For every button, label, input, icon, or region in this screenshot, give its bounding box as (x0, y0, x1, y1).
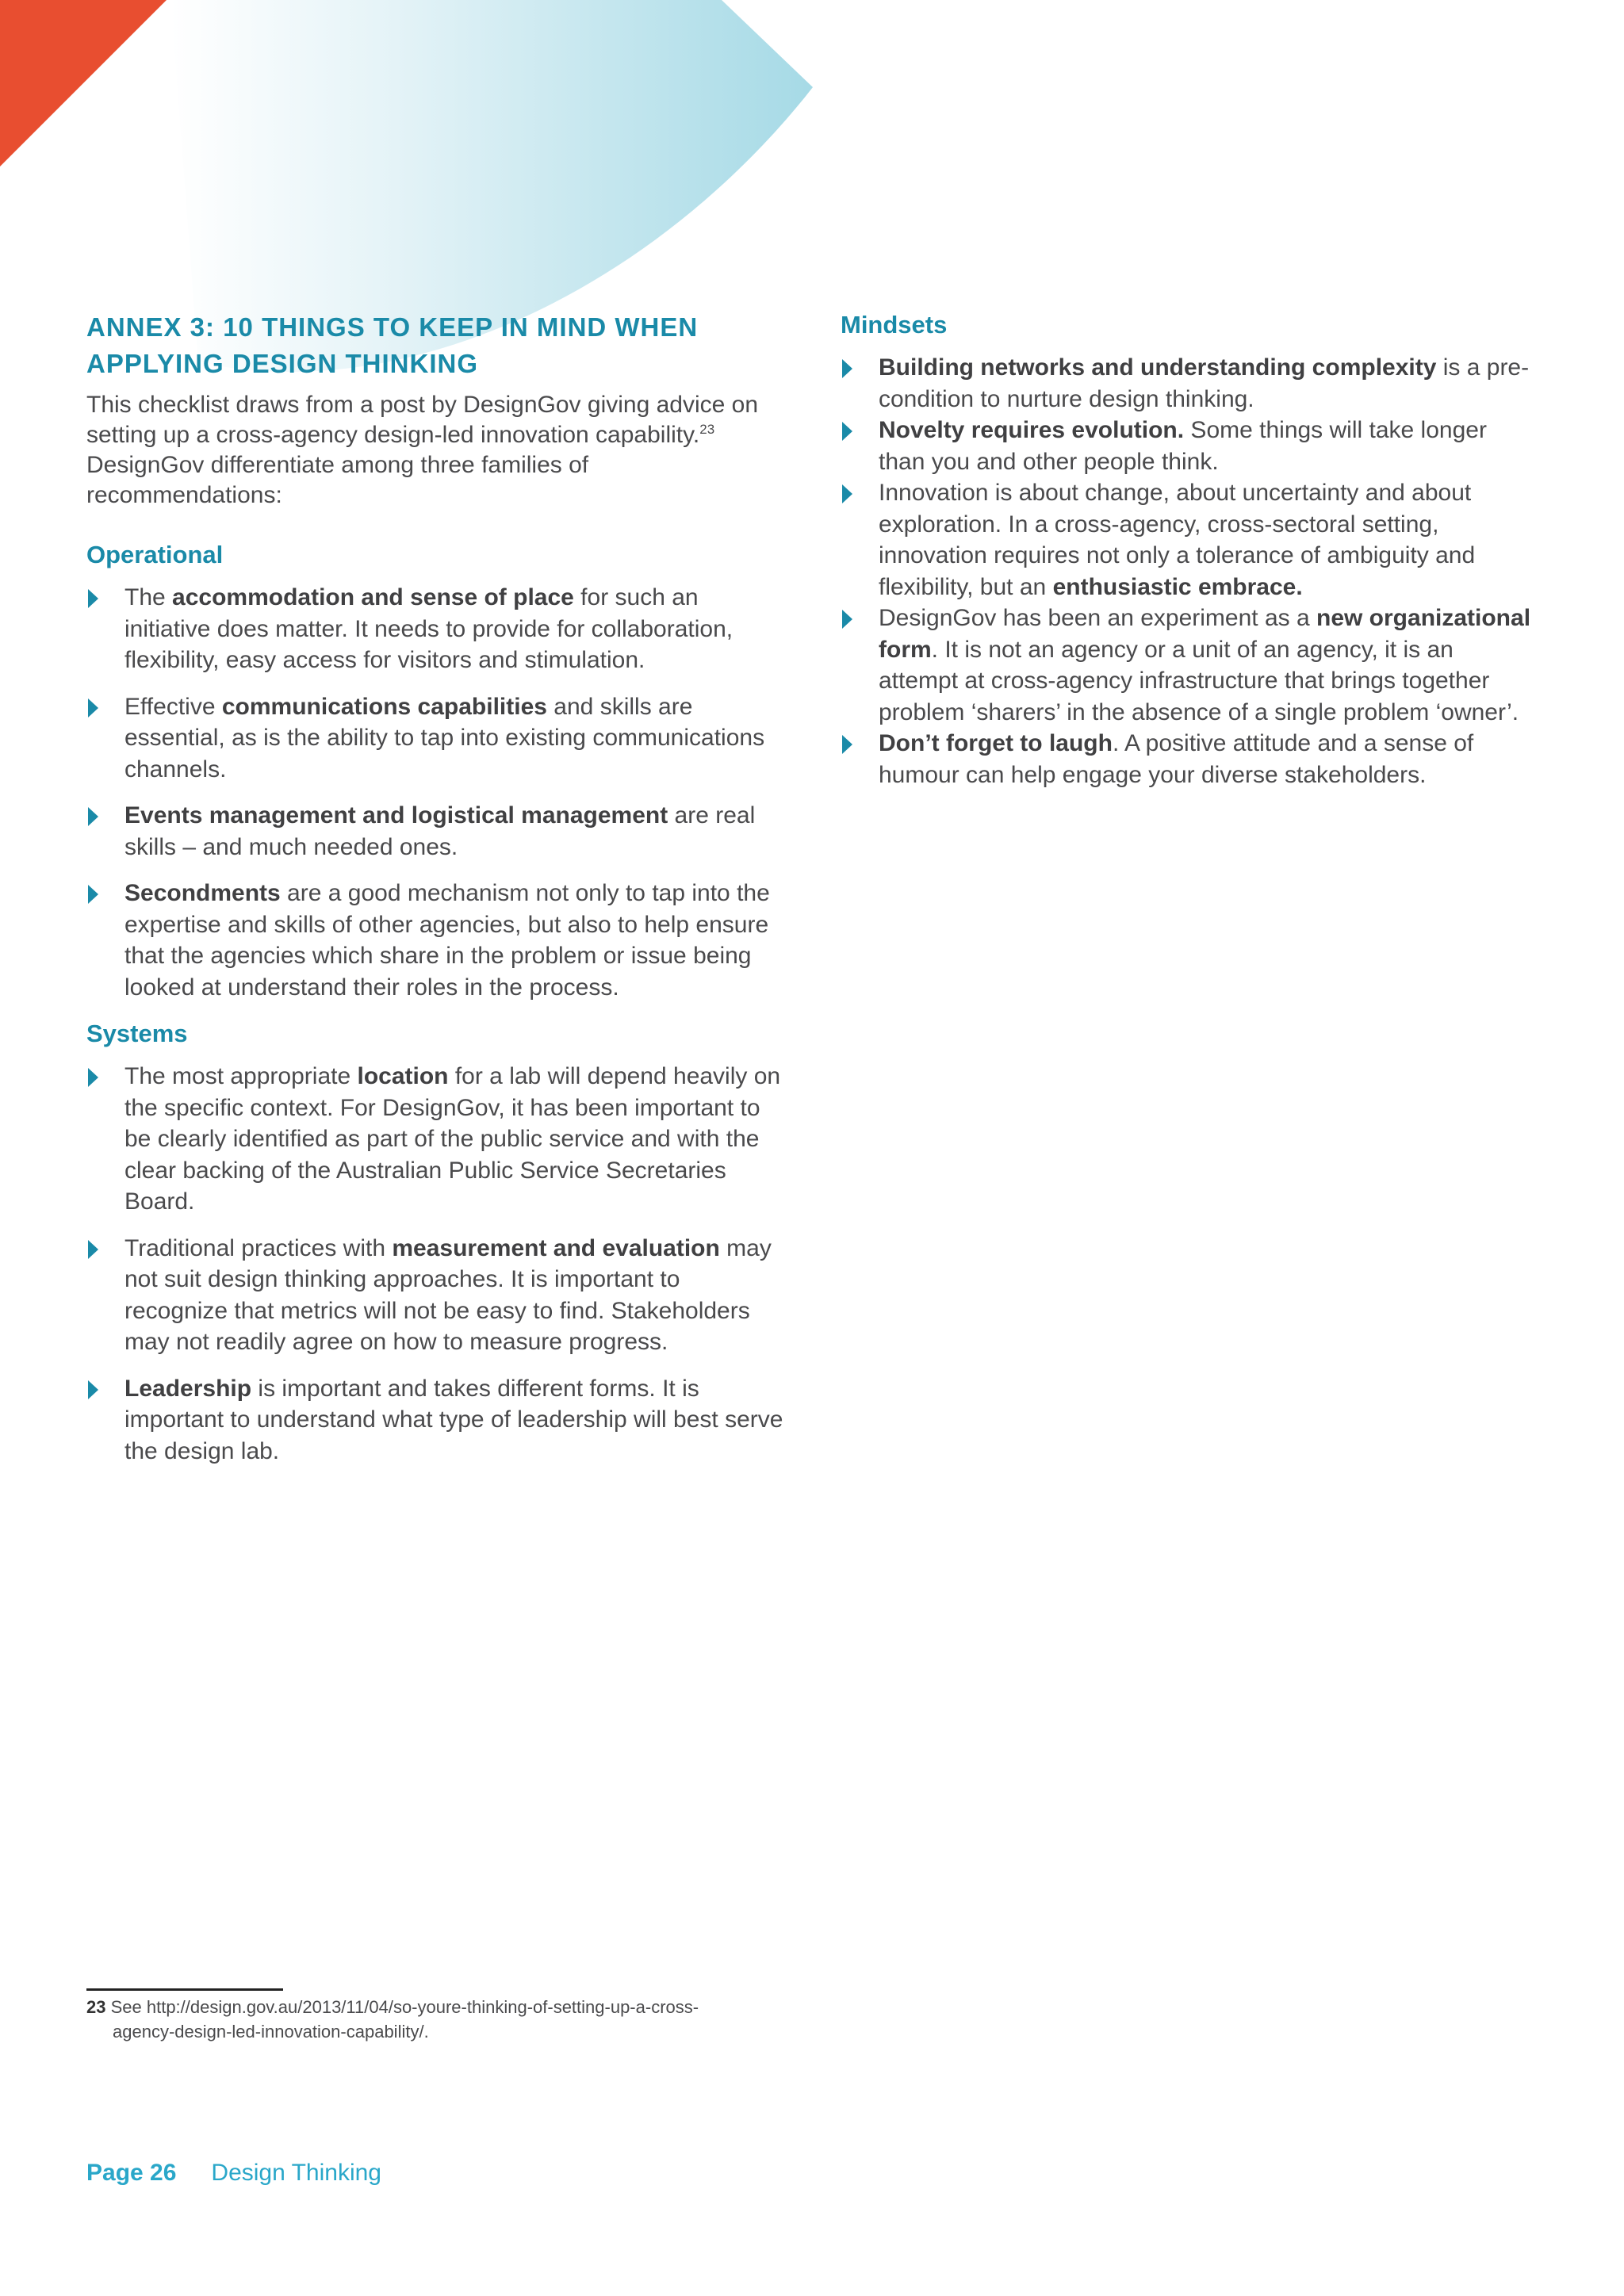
bullet-arrow-icon (88, 1380, 98, 1399)
bullet-arrow-icon (88, 698, 98, 718)
annex-title-line1: ANNEX 3: 10 THINGS TO KEEP IN MIND WHEN (86, 312, 699, 342)
list-item: Innovation is about change, about uncertainty and about exploration. In a cross-agency, cross-sectoral setting, innovation requires not only a tolerance of ambiguity and flexibility, but an enthusiastic embrace. (841, 477, 1538, 603)
list-item: The most appropriate location for a lab will depend heavily on the specific context. For DesignGov, it has been important to be clearly identified as part of the public service and with the clear backing of the Australian Public Service Secretaries Board. (86, 1061, 784, 1218)
list-item: Effective communications capabilities and skills are essential, as is the ability to tap into existing communications channels. (86, 691, 784, 786)
footnote-ref[interactable]: 23 (699, 422, 715, 437)
footnote-number: 23 (86, 1997, 106, 2017)
footnote-text-line1[interactable]: See http://design.gov.au/2013/11/04/so-youre-thinking-of-setting-up-a-cross- (105, 1997, 699, 2017)
bullet-arrow-icon (842, 610, 852, 629)
list-item: Secondments are a good mechanism not only to tap into the expertise and skills of other agencies, but also to help ensure that the agencies which share in the problem or issue being looked at understand their roles in the process. (86, 878, 784, 1003)
bullet-arrow-icon (88, 589, 98, 608)
bullet-arrow-icon (88, 807, 98, 826)
list-item: Novelty requires evolution. Some things will take longer than you and other people think. (841, 415, 1538, 477)
page-footer (86, 2160, 381, 2187)
bullet-arrow-icon (88, 1240, 98, 1259)
document-title: Design Thinking (211, 2160, 381, 2186)
list-item: Don’t forget to laugh. A positive attitude and a sense of humour can help engage your diverse stakeholders. (841, 728, 1538, 790)
list-item: Events management and logistical management are real skills – and much needed ones. (86, 800, 784, 863)
intro-text-b: DesignGov differentiate among three families of recommendations: (86, 452, 589, 508)
systems-list (86, 1061, 784, 1467)
intro-paragraph (86, 390, 784, 511)
annex-title-line2: APPLYING DESIGN THINKING (86, 349, 479, 378)
bullet-arrow-icon (88, 1068, 98, 1087)
list-item: Building networks and understanding complexity is a pre-condition to nurture design thinking. (841, 352, 1538, 415)
list-item: DesignGov has been an experiment as a new organizational form. It is not an agency or a unit of an agency, it is an attempt at cross-agency infrastructure that brings together problem ‘sharers’ in the absence of a single problem ‘owner’. (841, 603, 1538, 728)
mindsets-heading: Mindsets (841, 311, 948, 339)
bullet-arrow-icon (88, 885, 98, 904)
page-number: Page 26 (86, 2160, 177, 2186)
list-item: Traditional practices with measurement and evaluation may not suit design thinking approaches. It is important to recognize that metrics will not be easy to find. Stakeholders may not readily agree on how to measure progress. (86, 1233, 784, 1358)
red-corner-shape (0, 0, 167, 166)
bullet-arrow-icon (842, 359, 852, 378)
right-column (841, 309, 1538, 790)
footnote (86, 1995, 768, 2044)
operational-list (86, 582, 784, 1003)
footnote-text-line2[interactable]: agency-design-led-innovation-capability/. (113, 2022, 429, 2042)
footnote-divider (86, 1988, 283, 1991)
bullet-arrow-icon (842, 484, 852, 503)
list-item: Leadership is important and takes different forms. It is important to understand what type of leadership will best serve the design lab. (86, 1373, 784, 1468)
mindsets-list (841, 352, 1538, 790)
bullet-arrow-icon (842, 422, 852, 441)
list-item: The accommodation and sense of place for such an initiative does matter. It needs to provide for collaboration, flexibility, easy access for visitors and stimulation. (86, 582, 784, 676)
left-column (86, 309, 784, 1482)
intro-text-a: This checklist draws from a post by DesignGov giving advice on setting up a cross-agency design-led innovation capability. (86, 392, 759, 448)
annex-title (86, 309, 784, 382)
systems-heading: Systems (86, 1020, 188, 1047)
bullet-arrow-icon (842, 735, 852, 754)
operational-heading: Operational (86, 541, 224, 568)
